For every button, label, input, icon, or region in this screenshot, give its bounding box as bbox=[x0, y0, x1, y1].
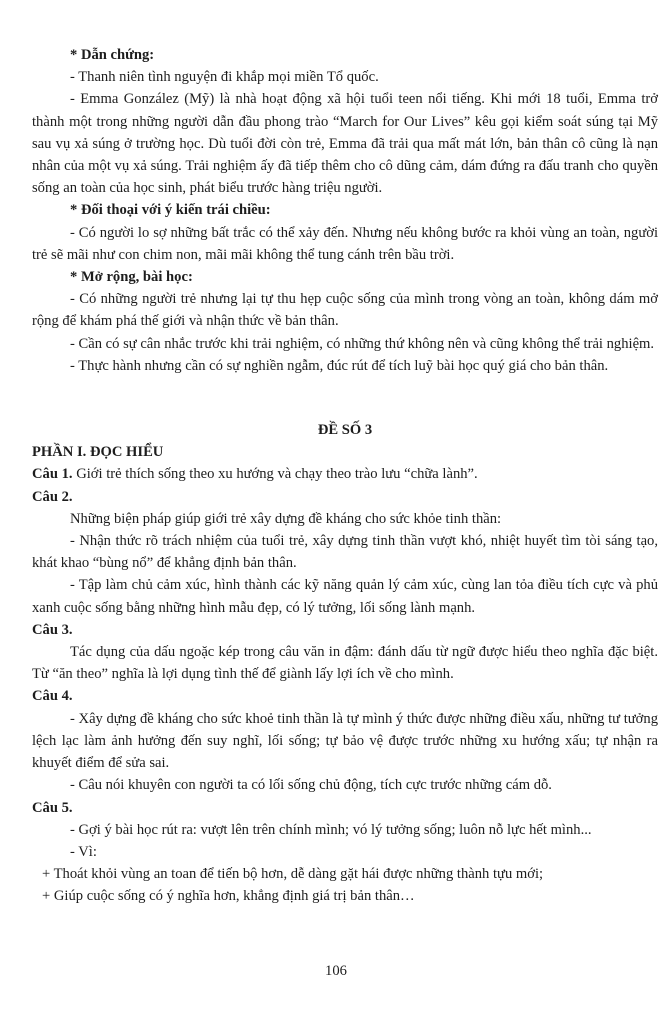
expand-item-3: - Thực hành nhưng cần có sự nghiền ngẫm, đúc rút để tích luỹ bài học quý giá cho bản thân. bbox=[70, 357, 609, 374]
dialogue-heading: * Đối thoại với ý kiến trái chiều: bbox=[70, 202, 271, 219]
question-5-item-b: - Vì: bbox=[70, 843, 97, 860]
question-2-intro: Những biện pháp giúp giới trẻ xây dựng đề kháng cho sức khỏe tinh thần: bbox=[70, 510, 502, 527]
question-4-label: Câu 4. bbox=[32, 688, 73, 705]
evidence-heading: * Dẫn chứng: bbox=[70, 47, 155, 63]
question-3-text: Tác dụng của dấu ngoặc kép trong câu văn in đậm: đánh dấu từ ngữ được hiểu theo nghĩa đặc biệt. Từ “ăn theo” nghĩa là lợi dụng tình thế để giành lấy lợi ích về cho mình. bbox=[32, 644, 658, 683]
question-4-item-a: - Xây dựng đề kháng cho sức khoẻ tinh thần là tự mình ý thức được những điều xấu, những tư tưởng lệch lạc làm ảnh hưởng đến suy nghĩ, lối sống; tự bảo vệ được trước những xu hướng xấu; tự nhận ra khuyết điểm để sửa sai. bbox=[32, 710, 658, 772]
question-2-label: Câu 2. bbox=[32, 488, 73, 505]
evidence-item-2: - Emma González (Mỹ) là nhà hoạt động xã hội tuổi teen nổi tiếng. Khi mới 18 tuổi, Emma trở thành một trong những người dẫn đầu phong trào “March for Our Lives” kêu gọi kiểm soát súng tại Mỹ sau vụ xả súng ở trường học. Dù tuổi đời còn trẻ, Emma đã trải qua mất mát lớn, bản thân cô cũng là nạn nhân của một vụ xả súng. Trải nghiệm ấy đã tiếp thêm cho cô dũng cảm, dám đứng ra đấu tranh cho quyền sống an toàn của học sinh, phát biểu trước hàng triệu người. bbox=[32, 91, 658, 197]
question-4-item-b: - Câu nói khuyên con người ta có lối sống chủ động, tích cực trước những cám dỗ. bbox=[70, 777, 552, 794]
question-5-item-d: + Giúp cuộc sống có ý nghĩa hơn, khẳng định giá trị bản thân… bbox=[42, 888, 415, 905]
expand-item-2: - Cần có sự cân nhắc trước khi trải nghiệm, có những thứ không nên và cũng không thể trải nghiệm. bbox=[70, 335, 655, 352]
exam-title: ĐỀ SỐ 3 bbox=[317, 422, 373, 439]
question-5-item-c: + Thoát khỏi vùng an toan để tiến bộ hơn, dễ dàng gặt hái được những thành tựu mới; bbox=[42, 866, 544, 883]
question-2-item-b: - Tập làm chủ cảm xúc, hình thành các kỹ năng quản lý cảm xúc, cùng lan tỏa điều tích cực và phủ xanh cuộc sống bằng những hình mẫu đẹp, có lý tưởng, lối sống lành mạnh. bbox=[32, 577, 658, 616]
expand-item-1: - Có những người trẻ nhưng lại tự thu hẹp cuộc sống của mình trong vòng an toàn, không dám mở rộng để khám phá thế giới và nhận thức về bản thân. bbox=[32, 291, 658, 330]
question-1-label: Câu 1. bbox=[32, 466, 73, 483]
dialogue-item-1: - Có người lo sợ những bất trắc có thể xảy đến. Nhưng nếu không bước ra khỏi vùng an toàn, người trẻ sẽ mãi như con chim non, mãi mãi không thể tung cánh trên bầu trời. bbox=[32, 224, 658, 263]
question-5-label: Câu 5. bbox=[32, 799, 73, 816]
question-1-text: Giới trẻ thích sống theo xu hướng và chạy theo trào lưu “chữa lành”. bbox=[72, 466, 478, 483]
section-spacer bbox=[32, 377, 658, 419]
question-3-label: Câu 3. bbox=[32, 621, 73, 638]
question-5-item-a: - Gợi ý bài học rút ra: vượt lên trên chính mình; vó lý tưởng sống; luôn nỗ lực hết mình... bbox=[70, 821, 592, 838]
expand-heading: * Mở rộng, bài học: bbox=[70, 269, 193, 286]
part-title: PHẦN I. ĐỌC HIỂU bbox=[32, 444, 164, 461]
page-number: 106 bbox=[325, 963, 347, 979]
evidence-item-1: - Thanh niên tình nguyện đi khắp mọi miền Tổ quốc. bbox=[70, 69, 379, 86]
question-1 bbox=[32, 463, 658, 485]
question-2-item-a: - Nhận thức rõ trách nhiệm của tuổi trẻ, xây dựng tinh thần vượt khó, nhiệt huyết tìm tòi sáng tạo, khát khao “bùng nổ” để khẳng định bản thân. bbox=[32, 533, 658, 572]
